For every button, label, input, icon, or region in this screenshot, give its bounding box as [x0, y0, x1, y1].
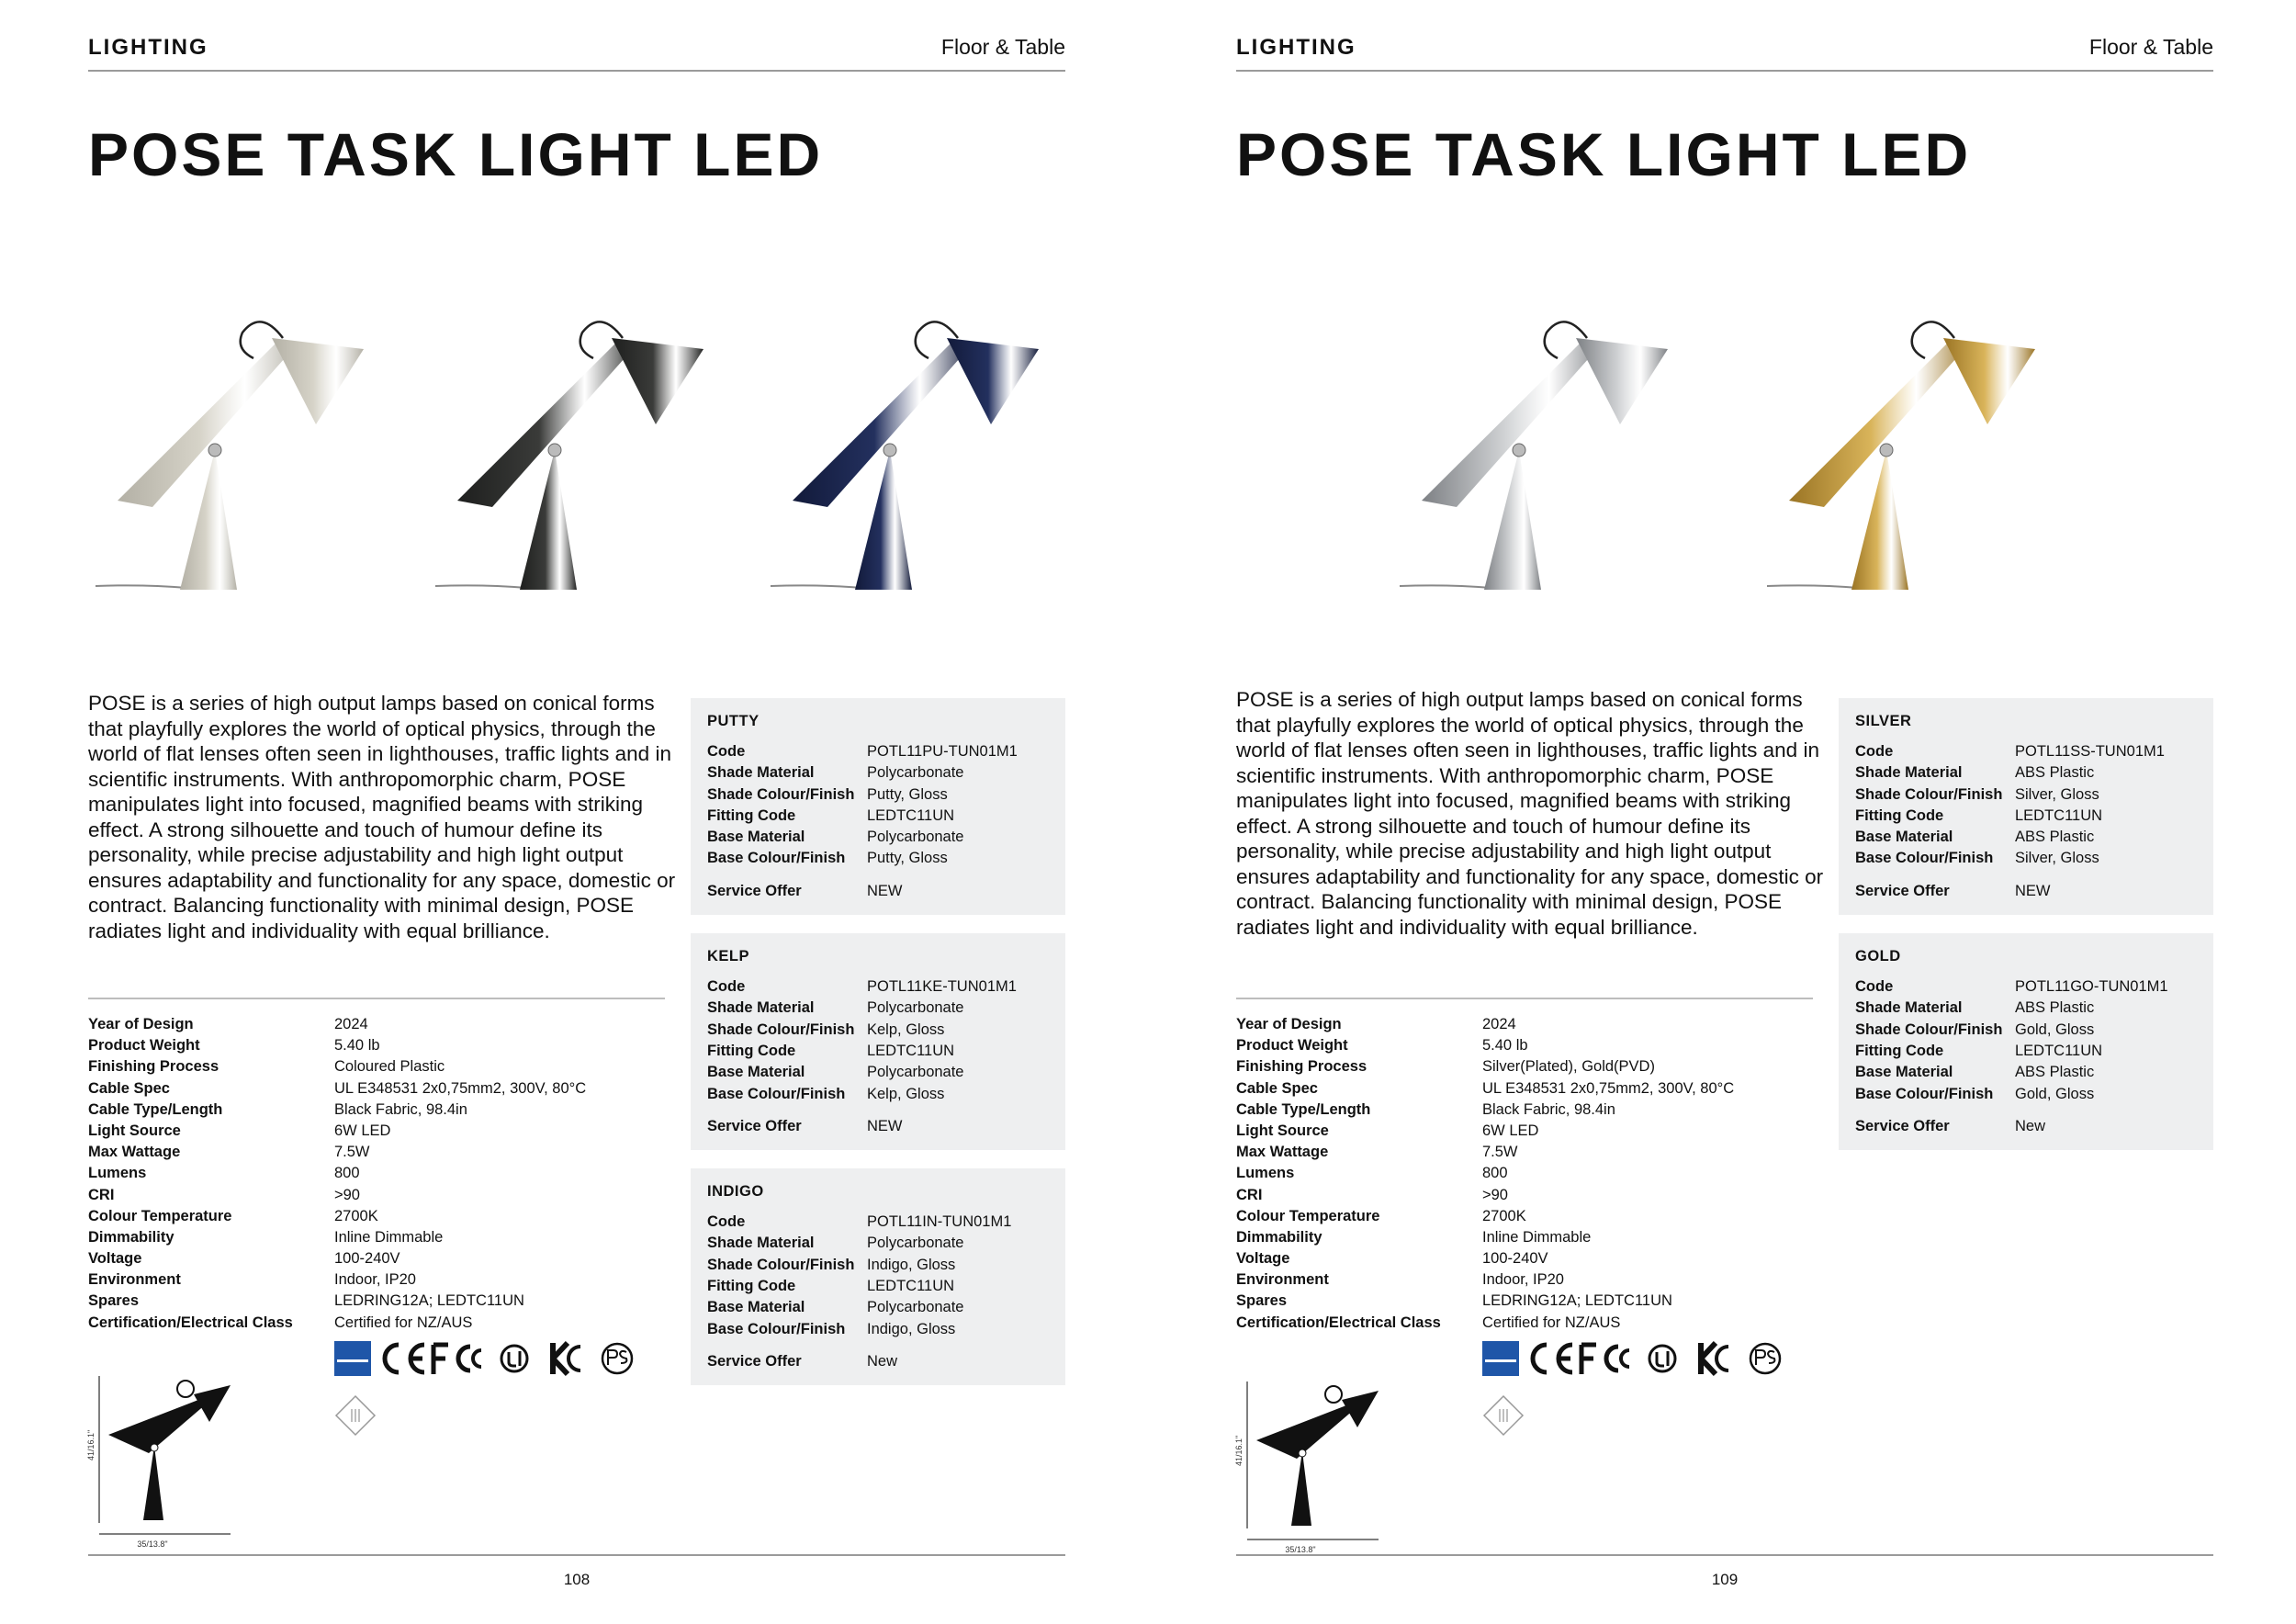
lamp-silhouette-icon [88, 1369, 244, 1552]
certification-logos [1482, 1337, 1785, 1380]
spec-value: Coloured Plastic [334, 1058, 445, 1076]
variant-label: Service Offer [707, 1117, 802, 1134]
section-label: LIGHTING [1236, 35, 1356, 60]
page-content [1236, 0, 2213, 1624]
spec-label: CRI [88, 1186, 115, 1203]
page-content [88, 0, 1065, 1624]
variant-label: Service Offer [707, 1352, 802, 1370]
spec-label: Certification/Electrical Class [1236, 1314, 1441, 1331]
variant-row [707, 764, 1049, 785]
spec-value: 5.40 lb [334, 1037, 380, 1054]
page-header [1236, 35, 2213, 72]
spec-label: Cable Type/Length [1236, 1100, 1371, 1118]
variant-label: Code [707, 1213, 746, 1231]
lamp-shade [272, 338, 364, 424]
spec-label: Voltage [88, 1250, 142, 1268]
variant-list [691, 698, 1065, 1404]
variant-value: NEW [867, 1117, 903, 1134]
spec-value: Black Fabric, 98.4in [334, 1100, 467, 1118]
kc-logo [553, 1343, 568, 1374]
spec-row [1236, 1014, 1824, 1035]
product-description: POSE is a series of high output lamps based on conical forms that playfully explores the world of optical physics, through the world of flat lenses often seen in lighthouses, traffic lights and in scientific instruments. With anthropomorphic charm, POSE manipulates light into focused, magnified beams with striking effect. A strong silhouette and touch of humour define its personality, while precise adjustability and high light output ensures adaptability and functionality for any space, domestic or contract. Balancing functionality with minimal design, POSE radiates light and individuality with equal brilliance. [1236, 688, 1824, 939]
variant-value: Polycarbonate [867, 1299, 964, 1316]
spec-row [1236, 1078, 1824, 1100]
lamp-base [855, 450, 912, 590]
variant-label: Fitting Code [707, 806, 796, 824]
spec-label: Environment [1236, 1271, 1329, 1289]
spec-value: >90 [1482, 1186, 1508, 1203]
variant-row [707, 1299, 1049, 1320]
variant-value: Polycarbonate [867, 764, 964, 782]
ul-logo [1649, 1346, 1675, 1371]
variant-row [1855, 1086, 2197, 1107]
spec-value: 5.40 lb [1482, 1037, 1528, 1054]
spec-row [1236, 1227, 1824, 1248]
variant-label: Code [707, 743, 746, 760]
service-offer-row [707, 1353, 1049, 1374]
variant-label: Service Offer [707, 882, 802, 899]
section-label: LIGHTING [88, 35, 208, 60]
spec-label: Max Wattage [88, 1144, 181, 1161]
spec-label: Lumens [88, 1165, 147, 1182]
variant-row [707, 829, 1049, 850]
variant-row [707, 1086, 1049, 1107]
spec-table [88, 1014, 676, 1334]
spec-label: Dimmability [88, 1228, 174, 1246]
variant-card-putty [691, 698, 1065, 915]
spec-label: Max Wattage [1236, 1144, 1329, 1161]
variant-value: POTL11GO-TUN01M1 [2015, 978, 2168, 996]
page-number: 108 [563, 1571, 591, 1588]
fcc-logo [433, 1345, 448, 1374]
variant-value: Indigo, Gloss [867, 1320, 956, 1337]
variant-value: LEDTC11UN [867, 1042, 955, 1059]
variant-row [1855, 850, 2197, 871]
lamp-base [520, 450, 577, 590]
variant-row [707, 1064, 1049, 1085]
service-offer-row [1855, 883, 2197, 904]
variant-value: NEW [2015, 882, 2051, 899]
variant-row [707, 1021, 1049, 1043]
spec-row [88, 1121, 676, 1142]
variant-row [707, 1321, 1049, 1342]
iecee-logo [1482, 1341, 1519, 1376]
lamp-joint [1880, 444, 1893, 457]
variant-label: Base Colour/Finish [1855, 850, 1994, 867]
variant-row [707, 1278, 1049, 1299]
dimension-diagram [1236, 1374, 1392, 1558]
variant-value: Kelp, Gloss [867, 1021, 945, 1038]
variant-label: Shade Colour/Finish [707, 1021, 855, 1038]
variant-label: Shade Colour/Finish [707, 785, 855, 803]
variant-row [707, 1257, 1049, 1278]
power-cable [96, 585, 187, 588]
spec-value: 7.5W [334, 1144, 370, 1161]
lamp-joint [1513, 444, 1525, 457]
variant-value: Putty, Gloss [867, 850, 948, 867]
variant-value: New [867, 1352, 898, 1370]
dimension-diagram [88, 1369, 244, 1552]
product-images [1236, 312, 2213, 643]
variant-row [1855, 1021, 2197, 1043]
variant-name: KELP [707, 948, 750, 965]
spec-label: Spares [88, 1292, 140, 1310]
variant-value: ABS Plastic [2015, 999, 2095, 1017]
category-label: Floor & Table [2088, 35, 2213, 59]
variant-label: Shade Material [1855, 764, 1963, 782]
fcc-logo [1581, 1345, 1596, 1374]
product-title: POSE TASK LIGHT LED [1236, 120, 1972, 188]
variant-row [707, 786, 1049, 807]
variant-row [1855, 829, 2197, 850]
variant-name: GOLD [1855, 948, 1901, 965]
variant-value: Kelp, Gloss [867, 1085, 945, 1102]
spec-row [88, 1313, 676, 1334]
variant-value: New [2015, 1117, 2046, 1134]
spec-row [88, 1185, 676, 1206]
variant-row [1855, 1043, 2197, 1064]
variant-row [1855, 807, 2197, 829]
ul-logo [501, 1346, 527, 1371]
spec-row [88, 1269, 676, 1291]
variant-value: Polycarbonate [867, 999, 964, 1017]
spec-value: 800 [334, 1165, 360, 1182]
certification-logos [334, 1337, 637, 1380]
spec-value: Certified for NZ/AUS [1482, 1314, 1621, 1331]
spec-value: 6W LED [1482, 1122, 1539, 1139]
variant-label: Base Colour/Finish [707, 850, 846, 867]
spec-row [88, 1163, 676, 1184]
spec-value: 2024 [334, 1016, 368, 1032]
spec-value: LEDRING12A; LEDTC11UN [1482, 1292, 1672, 1310]
variant-value: NEW [867, 882, 903, 899]
variant-value: ABS Plastic [2015, 764, 2095, 782]
kc-logo [1701, 1343, 1716, 1374]
spec-value: LEDRING12A; LEDTC11UN [334, 1292, 524, 1310]
variant-row [707, 743, 1049, 764]
spec-value: UL E348531 2x0,75mm2, 300V, 80°C [334, 1079, 587, 1097]
spec-row [1236, 1291, 1824, 1312]
variant-row [1855, 743, 2197, 764]
power-cable [1767, 585, 1859, 588]
spec-value: Certified for NZ/AUS [334, 1314, 473, 1331]
variant-value: LEDTC11UN [867, 806, 955, 824]
spec-label: Certification/Electrical Class [88, 1314, 293, 1331]
variant-label: Shade Material [1855, 999, 1963, 1017]
spec-value: 7.5W [1482, 1144, 1518, 1161]
variant-row [1855, 978, 2197, 999]
variant-label: Base Material [707, 829, 805, 846]
variant-value: Polycarbonate [867, 1235, 964, 1252]
divider [1236, 998, 1813, 999]
spec-value: 2700K [334, 1207, 378, 1224]
variant-row [707, 999, 1049, 1021]
variant-label: Code [1855, 978, 1894, 996]
ce-logo [385, 1345, 399, 1372]
spec-label: Lumens [1236, 1165, 1295, 1182]
variant-name: SILVER [1855, 713, 1912, 729]
width-dimension: 35/13.8" [1285, 1545, 1316, 1554]
spec-label: Colour Temperature [88, 1207, 232, 1224]
variant-label: Fitting Code [707, 1042, 796, 1059]
spec-row [1236, 1121, 1824, 1142]
spec-label: Finishing Process [88, 1058, 219, 1076]
spec-value: Inline Dimmable [1482, 1228, 1592, 1246]
variant-label: Base Material [707, 1299, 805, 1316]
variant-row [1855, 786, 2197, 807]
variant-name: INDIGO [707, 1183, 764, 1201]
variant-label: Base Material [707, 1064, 805, 1081]
service-offer-row [1855, 1118, 2197, 1139]
spec-value: UL E348531 2x0,75mm2, 300V, 80°C [1482, 1079, 1735, 1097]
page-footer-rule [88, 1554, 1065, 1556]
lamp-joint [884, 444, 896, 457]
spec-row [88, 1056, 676, 1077]
variant-row [707, 978, 1049, 999]
variant-row [707, 1235, 1049, 1256]
ip20-icon [1482, 1394, 1525, 1437]
service-offer-row [707, 1118, 1049, 1139]
spec-row [88, 1206, 676, 1227]
spec-label: Light Source [1236, 1122, 1329, 1139]
spec-row [88, 1227, 676, 1248]
spec-value: Indoor, IP20 [334, 1271, 416, 1289]
height-dimension: 41/16.1" [86, 1429, 96, 1460]
spec-label: Product Weight [88, 1037, 200, 1054]
spec-label: Finishing Process [1236, 1058, 1367, 1076]
catalog-page-right [1148, 0, 2296, 1624]
power-cable [435, 585, 527, 588]
spec-label: Cable Type/Length [88, 1100, 223, 1118]
spec-label: CRI [1236, 1186, 1263, 1203]
variant-label: Shade Material [707, 764, 815, 782]
gold-lamp [1760, 312, 2054, 643]
variant-card-silver [1839, 698, 2213, 915]
service-offer-row [707, 883, 1049, 904]
variant-label: Code [707, 978, 746, 996]
variant-value: Gold, Gloss [2015, 1085, 2095, 1102]
variant-label: Base Material [1855, 829, 1953, 846]
variant-label: Service Offer [1855, 1117, 1950, 1134]
spec-value: Black Fabric, 98.4in [1482, 1100, 1615, 1118]
variant-value: Silver, Gloss [2015, 850, 2099, 867]
variant-value: Putty, Gloss [867, 785, 948, 803]
spec-row [88, 1142, 676, 1163]
silver-lamp [1392, 312, 1686, 643]
variant-value: Polycarbonate [867, 1064, 964, 1081]
ce-logo [1533, 1345, 1547, 1372]
spec-label: Year of Design [1236, 1016, 1342, 1032]
spec-label: Cable Spec [88, 1079, 170, 1097]
pse-logo [602, 1344, 632, 1373]
variant-label: Fitting Code [1855, 1042, 1944, 1059]
variant-value: ABS Plastic [2015, 1064, 2095, 1081]
variant-value: LEDTC11UN [2015, 1042, 2103, 1059]
iecee-logo [334, 1341, 371, 1376]
variant-name: PUTTY [707, 713, 760, 729]
spec-row [1236, 1185, 1824, 1206]
kelp-lamp [428, 312, 722, 643]
spec-value: 800 [1482, 1165, 1508, 1182]
height-dimension: 41/16.1" [1234, 1435, 1244, 1466]
spec-label: Light Source [88, 1122, 181, 1139]
spec-label: Cable Spec [1236, 1079, 1318, 1097]
variant-list [1839, 698, 2213, 1168]
variant-row [1855, 1064, 2197, 1085]
spec-row [1236, 1269, 1824, 1291]
lamp-base [1484, 450, 1541, 590]
lamp-shade [612, 338, 703, 424]
lamp-shade [947, 338, 1039, 424]
lamp-shade [1576, 338, 1668, 424]
spec-label: Year of Design [88, 1016, 194, 1032]
variant-row [1855, 764, 2197, 785]
spec-value: 100-240V [1482, 1250, 1548, 1268]
indigo-lamp [763, 312, 1057, 643]
variant-row [707, 807, 1049, 829]
spec-value: Silver(Plated), Gold(PVD) [1482, 1058, 1655, 1076]
variant-label: Shade Colour/Finish [707, 1256, 855, 1273]
variant-label: Base Colour/Finish [707, 1085, 846, 1102]
width-dimension: 35/13.8" [137, 1539, 168, 1549]
variant-label: Shade Material [707, 1235, 815, 1252]
variant-label: Service Offer [1855, 882, 1950, 899]
variant-row [707, 1213, 1049, 1235]
spec-row [88, 1035, 676, 1056]
variant-label: Base Colour/Finish [1855, 1085, 1994, 1102]
spec-row [1236, 1100, 1824, 1121]
page-header [88, 35, 1065, 72]
lamp-joint [548, 444, 561, 457]
lamp-base [1851, 450, 1908, 590]
page-footer-rule [1236, 1554, 2213, 1556]
lamp-joint [208, 444, 221, 457]
variant-value: LEDTC11UN [867, 1278, 955, 1295]
spec-row [88, 1100, 676, 1121]
variant-value: LEDTC11UN [2015, 806, 2103, 824]
variant-value: POTL11IN-TUN01M1 [867, 1213, 1012, 1231]
spec-row [88, 1248, 676, 1269]
variant-card-gold [1839, 933, 2213, 1150]
spec-row [88, 1078, 676, 1100]
variant-card-kelp [691, 933, 1065, 1150]
page-number: 109 [1711, 1571, 1739, 1588]
variant-value: Silver, Gloss [2015, 785, 2099, 803]
variant-value: Gold, Gloss [2015, 1021, 2095, 1038]
spec-row [1236, 1206, 1824, 1227]
spec-value: Inline Dimmable [334, 1228, 444, 1246]
spec-value: Indoor, IP20 [1482, 1271, 1564, 1289]
putty-lamp [88, 312, 382, 643]
variant-row [1855, 999, 2197, 1021]
lamp-base [180, 450, 237, 590]
product-description: POSE is a series of high output lamps based on conical forms that playfully explores the world of optical physics, through the world of flat lenses often seen in lighthouses, traffic lights and in scientific instruments. With anthropomorphic charm, POSE manipulates light into focused, magnified beams with striking effect. A strong silhouette and touch of humour define its personality, while precise adjustability and high light output ensures adaptability and functionality for any space, domestic or contract. Balancing functionality with minimal design, POSE radiates light and individuality with equal brilliance. [88, 692, 676, 942]
product-title: POSE TASK LIGHT LED [88, 120, 824, 188]
spec-row [1236, 1056, 1824, 1077]
lamp-silhouette-icon [1236, 1374, 1392, 1558]
spec-table [1236, 1014, 1824, 1334]
spec-label: Spares [1236, 1292, 1288, 1310]
variant-row [707, 1043, 1049, 1064]
spec-label: Product Weight [1236, 1037, 1348, 1054]
spec-row [1236, 1248, 1824, 1269]
spec-label: Environment [88, 1271, 181, 1289]
product-images [88, 312, 1065, 643]
variant-card-indigo [691, 1168, 1065, 1385]
spec-value: 6W LED [334, 1122, 391, 1139]
variant-value: POTL11SS-TUN01M1 [2015, 743, 2165, 760]
variant-label: Shade Colour/Finish [1855, 785, 2003, 803]
variant-label: Base Colour/Finish [707, 1320, 846, 1337]
variant-value: ABS Plastic [2015, 829, 2095, 846]
spec-row [88, 1291, 676, 1312]
spec-row [1236, 1142, 1824, 1163]
variant-label: Fitting Code [707, 1278, 796, 1295]
variant-label: Fitting Code [1855, 806, 1944, 824]
ip20-icon [334, 1394, 377, 1437]
pse-logo [1750, 1344, 1780, 1373]
power-cable [771, 585, 862, 588]
spec-value: >90 [334, 1186, 360, 1203]
variant-value: POTL11PU-TUN01M1 [867, 743, 1018, 760]
variant-value: POTL11KE-TUN01M1 [867, 978, 1017, 996]
variant-label: Shade Colour/Finish [1855, 1021, 2003, 1038]
spec-label: Colour Temperature [1236, 1207, 1380, 1224]
variant-label: Base Material [1855, 1064, 1953, 1081]
variant-value: Polycarbonate [867, 829, 964, 846]
variant-label: Shade Material [707, 999, 815, 1017]
spec-row [1236, 1035, 1824, 1056]
divider [88, 998, 665, 999]
spec-value: 2700K [1482, 1207, 1526, 1224]
variant-row [707, 850, 1049, 871]
variant-value: Indigo, Gloss [867, 1256, 956, 1273]
spec-value: 100-240V [334, 1250, 400, 1268]
variant-label: Code [1855, 743, 1894, 760]
power-cable [1400, 585, 1491, 588]
spec-label: Voltage [1236, 1250, 1290, 1268]
spec-value: 2024 [1482, 1016, 1516, 1032]
lamp-shade [1943, 338, 2035, 424]
spec-row [1236, 1313, 1824, 1334]
spec-row [1236, 1163, 1824, 1184]
spec-row [88, 1014, 676, 1035]
spec-label: Dimmability [1236, 1228, 1322, 1246]
category-label: Floor & Table [940, 35, 1065, 59]
